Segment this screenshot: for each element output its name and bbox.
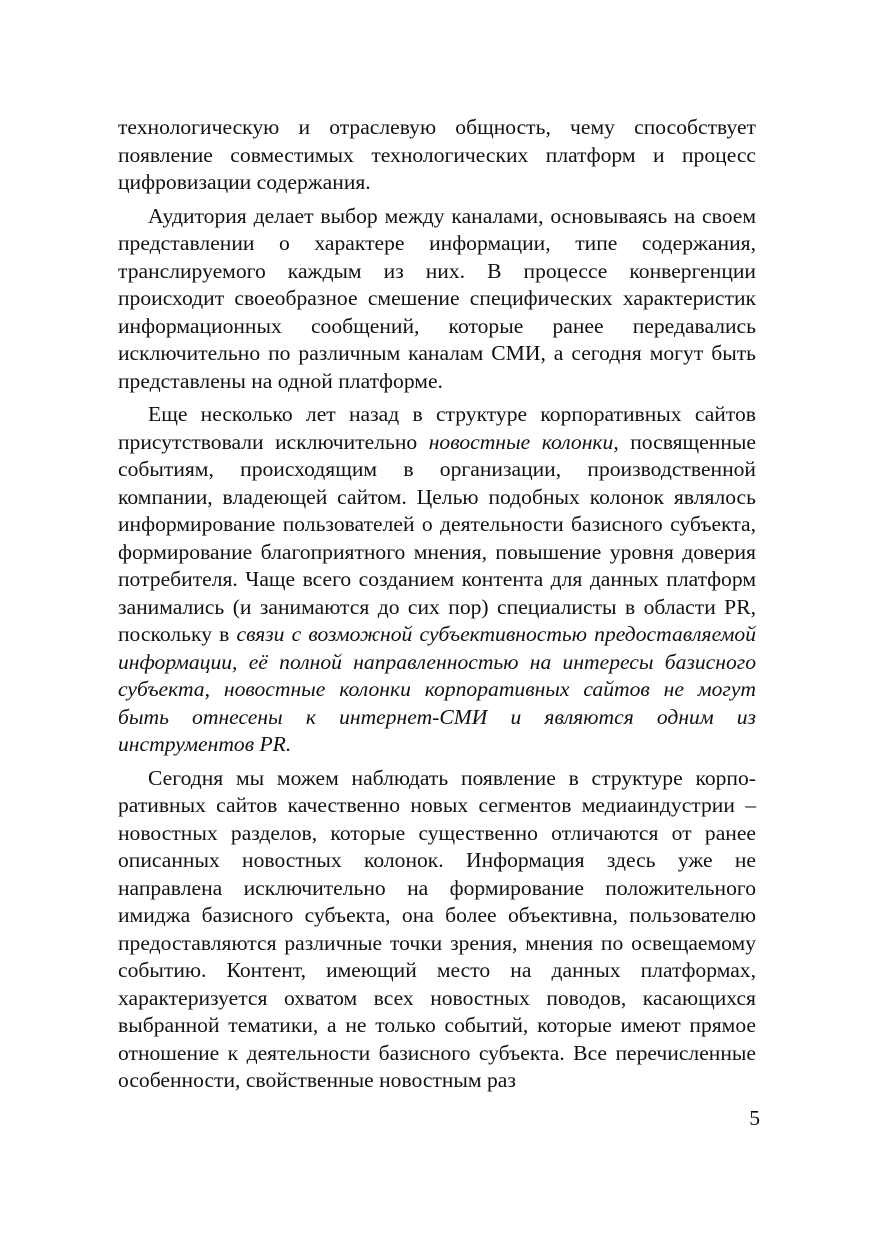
- paragraph-3-italic-term: новостные колонки: [428, 429, 614, 454]
- paragraph-4: [118, 765, 756, 1095]
- paragraph-1: [118, 114, 756, 197]
- paragraph-3-text-a: Еще несколько лет назад в структуре корпоративных сайтов присутствовали исключительно: [118, 402, 756, 454]
- paragraph-2: [118, 203, 756, 396]
- page-body: [118, 114, 756, 1101]
- paragraph-4-text: Сегодня мы можем наблюдать появление в структуре корпоративных сайтов качественно новых сегментов медиаиндустрии – новостных разделов, которые существенно отличаются от ранее описанных новостных колонок. Информация здесь уже не направлена исключительно на формирование положительного имиджа базисного субъекта, она более объективна, пользователю предоставляются различные точки зрения, мнения по освещаемому событию. Контент, имеющий место на данных платформах, характеризуется охватом всех новостных поводов, касающихся выбранной тематики, а не только событий, которые имеют прямое отношение к деятельности базисного субъекта. Все перечисленные особенности, свойственные новостным раз: [118, 765, 756, 1092]
- paragraph-3-italic-conclusion: связи с возможной субъективностью предоставляемой информации, её полной направленностью на интересы базисного субъекта, новостные колонки корпоративных сайтов не могут быть отнесены к интернет-СМИ и являются одним из инструментов PR.: [118, 622, 756, 756]
- page-number: 5: [749, 1106, 760, 1130]
- paragraph-3: [118, 401, 756, 759]
- paragraph-1-text: технологическую и отраслевую общность, чему способствует появление совместимых технологических платформ и процесс цифровизации содержания.: [118, 115, 756, 194]
- paragraph-2-text: Аудитория делает выбор между каналами, основываясь на своем представлении о характере информации, типе содержания, транслируемого каждым из них. В процессе конвергенции происходит своеобразное смешение специфических характеристик информационных сообщений, которые ранее передавались исключительно по различным каналам СМИ, а сегодня могут быть представлены на одной платформе.: [118, 203, 756, 393]
- paragraph-3-text-b: , посвященные событиям, происходящим в организации, производственной компании, владеющей сайтом. Целью подобных колонок являлось информирование пользователей о деятельности базисного субъекта, формирование благоприятного мнения, повышение уровня доверия потребителя. Чаще всего созданием контента для данных платформ занимались (и занимаются до сих пор) специалисты в области PR, поскольку в: [118, 429, 756, 646]
